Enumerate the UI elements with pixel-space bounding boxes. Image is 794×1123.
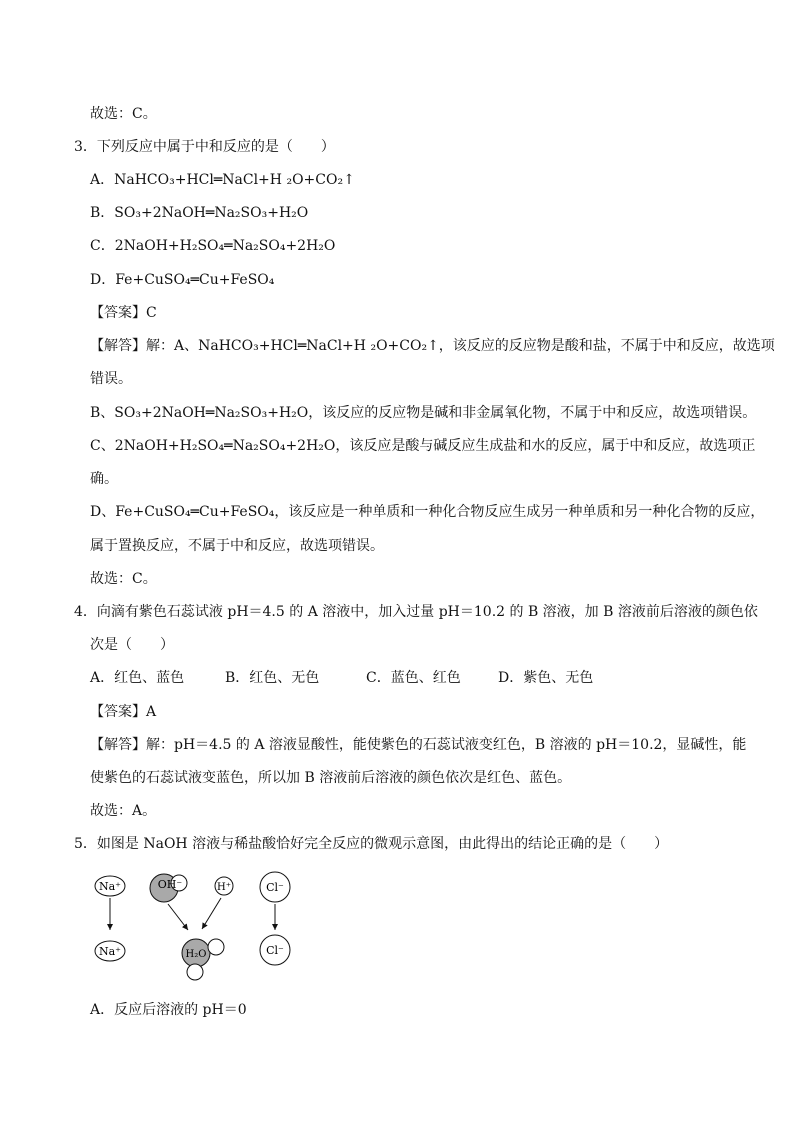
hydroxide-arrow <box>168 904 188 930</box>
question-3-stem: 3．下列反应中属于中和反应的是（ ） <box>74 139 335 155</box>
question-5-stem: 5．如图是 NaOH 溶液与稀盐酸恰好完全反应的微观示意图，由此得出的结论正确的是（ ） <box>74 836 669 852</box>
question-3-answer: 【答案】C <box>90 305 157 321</box>
question-3-option-c: C．2NaOH+H₂SO₄═Na₂SO₄+2H₂O <box>90 238 336 254</box>
question-4-option-c: C．蓝色、红色 <box>366 670 461 686</box>
question-4-analysis-line-2: 使紫色的石蕊试液变蓝色，所以加 B 溶液前后溶液的颜色依次是红色、蓝色。 <box>90 770 572 786</box>
question-3-analysis-line-2: 错误。 <box>90 371 132 387</box>
question-4-stem-line-2: 次是（ ） <box>90 637 174 653</box>
question-4-answer: 【答案】A <box>90 704 157 720</box>
hydrogen-arrow <box>202 898 221 929</box>
hydrogen-ion-label: H⁺ <box>217 882 231 893</box>
question-4-option-d: D．紫色、无色 <box>498 670 594 686</box>
question-3-analysis-line-1: 【解答】解：A、NaHCO₃+HCl═NaCl+H ₂O+CO₂↑，该反应的反应物是酸和盐，不属于中和反应，故选项 <box>90 338 775 354</box>
question-4-choice: 故选：A。 <box>90 803 157 819</box>
question-3-analysis-line-7: 属于置换反应，不属于中和反应，故选项错误。 <box>90 538 384 554</box>
question-3-analysis-line-5: 确。 <box>90 471 118 487</box>
question-4-stem-line-1: 4．向滴有紫色石蕊试液 pH＝4.5 的 A 溶液中，加入过量 pH＝10.2 的 B 溶液，加 B 溶液前后溶液的颜色依 <box>74 604 758 620</box>
question-3-option-b: B．SO₃+2NaOH═Na₂SO₃+H₂O <box>90 205 309 221</box>
water-molecule-label: H₂O <box>185 949 207 960</box>
question-4-option-b: B．红色、无色 <box>225 670 320 686</box>
question-4-analysis-line-1: 【解答】解：pH＝4.5 的 A 溶液显酸性，能使紫色的石蕊试液变红色，B 溶液的 pH＝10.2，显碱性，能 <box>90 737 747 753</box>
hydroxide-ion-label: OH⁻ <box>157 878 183 891</box>
question-3-option-a: A．NaHCO₃+HCl═NaCl+H ₂O+CO₂↑ <box>90 172 355 188</box>
question-3-option-d: D．Fe+CuSO₄═Cu+FeSO₄ <box>90 272 275 288</box>
question-5-option-a: A．反应后溶液的 pH＝0 <box>90 1002 247 1018</box>
question-3-analysis-line-6: D、Fe+CuSO₄═Cu+FeSO₄，该反应是一种单质和一种化合物反应生成另一种单质和另一种化合物的反应， <box>90 504 765 520</box>
water-hydrogen-particle-right <box>208 939 224 955</box>
question-3-choice: 故选：C。 <box>90 571 157 587</box>
question-4-option-a: A．红色、蓝色 <box>90 670 185 686</box>
chloride-ion-after-label: Cl⁻ <box>266 944 284 957</box>
water-hydrogen-particle-bottom <box>187 964 203 980</box>
question-3-analysis-line-4: C、2NaOH+H₂SO₄═Na₂SO₄+2H₂O，该反应是酸与碱反应生成盐和水的反应，属于中和反应，故选项正 <box>90 438 756 454</box>
neutralization-microscopic-diagram <box>88 866 308 984</box>
chloride-ion-before-label: Cl⁻ <box>266 881 284 894</box>
previous-choice: 故选：C。 <box>90 106 157 122</box>
question-3-analysis-line-3: B、SO₃+2NaOH═Na₂SO₃+H₂O，该反应的反应物是碱和非金属氧化物，不属于中和反应，故选项错误。 <box>90 405 757 421</box>
sodium-ion-after-label: Na⁺ <box>99 945 121 958</box>
sodium-ion-before-label: Na⁺ <box>99 880 121 893</box>
